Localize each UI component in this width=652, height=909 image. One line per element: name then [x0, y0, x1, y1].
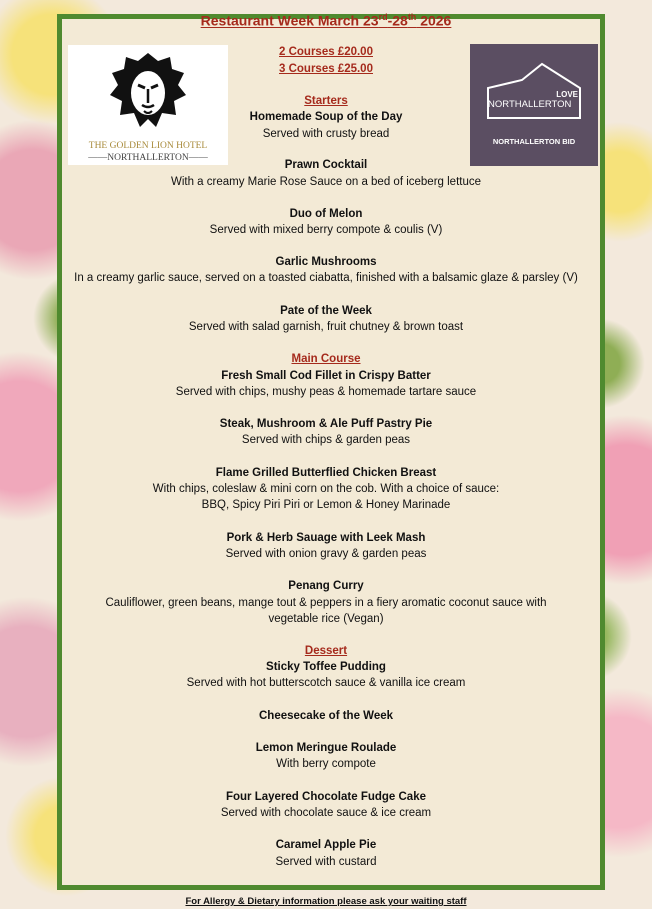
dish-name: Duo of Melon	[289, 208, 363, 220]
dish-name: Pate of the Week	[280, 305, 372, 317]
hotel-town-text: NORTHALLERTON	[107, 153, 189, 163]
title-text: Restaurant Week March 23	[200, 12, 379, 29]
dish-desc: Served with chocolate sauce & ice cream	[220, 807, 432, 819]
dish-name: Prawn Cocktail	[284, 159, 368, 171]
dish-name: Penang Curry	[288, 580, 364, 592]
love-text: LOVE	[556, 90, 578, 99]
dish-desc: Served with custard	[275, 856, 377, 868]
price-three-courses: 3 Courses £25.00	[279, 63, 373, 75]
dish-name: Steak, Mushroom & Ale Puff Pastry Pie	[219, 418, 433, 430]
dish-desc: Served with crusty bread	[262, 128, 390, 140]
section-starters: Starters	[304, 95, 348, 107]
dish-desc: Served with mixed berry compote & coulis (V)	[209, 224, 443, 236]
dish-name: Flame Grilled Butterflied Chicken Breast	[215, 467, 437, 479]
dish-name: Pork & Herb Sauage with Leek Mash	[226, 532, 426, 544]
dish-name: Fresh Small Cod Fillet in Crispy Batter	[221, 370, 431, 382]
dish-desc: In a creamy garlic sauce, served on a toasted ciabatta, finished with a balsamic glaze & parsley (V)	[74, 272, 578, 284]
title-year: 2026	[416, 12, 452, 29]
dish-name: Cheesecake of the Week	[258, 710, 394, 722]
dish-desc-line2: BBQ, Spicy Piri Piri or Lemon & Honey Marinade	[201, 499, 451, 511]
allergy-footer: For Allergy & Dietary information please ask your waiting staff	[185, 896, 467, 907]
title-sup-th: th	[407, 12, 417, 22]
dish-name: Lemon Meringue Roulade	[255, 742, 397, 754]
dish-name: Sticky Toffee Pudding	[266, 661, 386, 673]
menu-title	[0, 12, 652, 29]
dish-desc-line2: vegetable rice (Vegan)	[268, 613, 384, 625]
title-sup-rd: rd	[378, 12, 388, 22]
dish-name: Four Layered Chocolate Fudge Cake	[225, 791, 426, 803]
northallerton-text: NORTHALLERTON	[488, 99, 572, 110]
section-dessert: Dessert	[304, 645, 348, 657]
dish-desc: With chips, coleslaw & mini corn on the cob. With a choice of sauce:	[152, 483, 500, 495]
dish-desc: Served with hot butterscotch sauce & vanilla ice cream	[186, 677, 466, 689]
dish-name: Garlic Mushrooms	[275, 256, 377, 268]
hotel-name: THE GOLDEN LION HOTEL	[88, 141, 208, 151]
dish-name: Homemade Soup of the Day	[249, 111, 403, 123]
price-two-courses: 2 Courses £20.00	[279, 46, 373, 58]
dish-desc: Served with onion gravy & garden peas	[225, 548, 427, 560]
section-main-course: Main Course	[291, 353, 361, 365]
dish-name: Caramel Apple Pie	[275, 839, 377, 851]
dish-desc: With a creamy Marie Rose Sauce on a bed of iceberg lettuce	[170, 176, 482, 188]
bid-text: NORTHALLERTON BID	[492, 137, 576, 146]
dish-desc: Served with salad garnish, fruit chutney & brown toast	[188, 321, 464, 333]
dish-desc: With berry compote	[276, 758, 376, 770]
dish-desc: Served with chips & garden peas	[241, 434, 411, 446]
dish-desc: Cauliflower, green beans, mange tout & peppers in a fiery aromatic coconut sauce with	[105, 597, 547, 609]
hotel-town: ——NORTHALLERTON——	[88, 153, 208, 163]
dish-desc: Served with chips, mushy peas & homemade tartare sauce	[175, 386, 477, 398]
title-range: -28	[387, 12, 408, 29]
